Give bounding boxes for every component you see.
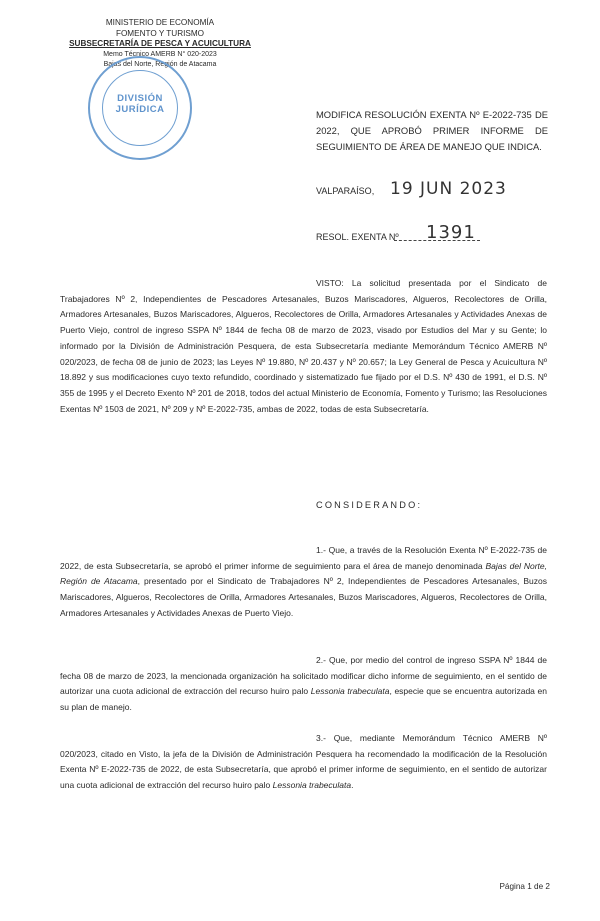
area-reference: Bajas del Norte, Región de Atacama (103, 61, 217, 68)
c2-species-name: Lessonia trabeculata (310, 686, 390, 697)
considerando-3 (60, 731, 547, 794)
memo-reference: Memo Técnico AMERB N° 020-2023 (103, 50, 217, 58)
division-juridica-stamp (88, 56, 192, 160)
resolution-label: RESOL. EXENTA Nº (316, 232, 399, 242)
stamp-line-2: JURÍDICA (115, 104, 165, 115)
c1-text-a: 1.- Que, a través de la Resolución Exenta Nº E-2022-735 de 2022, de esta Subsecretaría, se aprobó el primer informe de seguimiento para el área de manejo denominada (60, 545, 547, 571)
place-label: VALPARAÍSO, (316, 186, 375, 196)
visto-paragraph: VISTO: La solicitud presentada por el Sindicato de Trabajadores Nº 2, Independientes de Pescadores Artesanales, Buzos Mariscadores, Algueros, Recolectores de Orilla, Armadores Artesanales, Buzos Mariscadores, Algueros, Recolectores de Orilla, Armadores Artesanales y Actividades Anexas de Puerto Viejo, control de ingreso SSPA Nº 1844 de fecha 08 de marzo de 2023, visado por Estudios del Mar y su Gente; lo informado por la División de Administración Pesquera, de esta Subsecretaría mediante Memorándum Técnico AMERB Nº 020/2023, de fecha 08 de junio de 2023; las Leyes Nº 19.880, Nº 20.437 y Nº 20.657; la Ley General de Pesca y Acuicultura Nº 18.892 y sus modificaciones cuyo texto refundido, coordinado y sistematizado fue fijado por el D.S. Nº 430 de 1991, el D.S. Nº 355 de 1995 y el Decreto Exento Nº 201 de 2018, todos del actual Ministerio de Economía, Fomento y Turismo; las Resoluciones Exentas Nº 1503 de 2021, Nº 209 y Nº E-2022-735, ambas de 2022, todas de esta Subsecretaría. (60, 278, 547, 414)
c3-text-a: 3.- Que, mediante Memorándum Técnico AMERB Nº 020/2023, citado en Visto, la jefa de la División de Administración Pesquera ha recomendado la modificación de la Resolución Exenta Nº E-2022-735 de 2022, de esta Subsecretaría, que aprobó el primer informe de seguimiento, en el sentido de autorizar una cuota adicional de extracción del recurso huiro palo (60, 733, 547, 791)
resolution-number: 1391 (426, 222, 476, 243)
c1-area-name: Bajas del Norte, Región de Atacama (60, 560, 547, 587)
ministry-name: MINISTERIO DE ECONOMÍA (105, 18, 215, 27)
ministry-name-2: FOMENTO Y TURISMO (115, 28, 205, 38)
c2-text-a: 2.- Que, por medio del control de ingreso SSPA Nº 1844 de fecha 08 de marzo de 2023, la mencionada organización ha solicitado modificar dicho informe de seguimiento, en el sentido de autorizar una cuota adicional de extracción del recurso huiro palo (60, 655, 547, 697)
date-stamp: 19 JUN 2023 (390, 179, 507, 199)
subsecretaria-name: SUBSECRETARÍA DE PESCA Y ACUICULTURA (69, 39, 251, 48)
c3-text-c: . (351, 780, 354, 791)
c2-text-c: , especie que se encuentra autorizada en su plan de manejo. (60, 686, 547, 713)
stamp-line-1: DIVISIÓN (117, 93, 163, 104)
page-number: Página 1 de 2 (499, 882, 550, 891)
considerando-1 (60, 543, 547, 622)
considerando-heading: CONSIDERANDO: (316, 500, 423, 510)
stamp-text (90, 93, 190, 115)
considerando-2 (60, 653, 547, 716)
c3-species-name: Lessonia trabeculata (272, 780, 352, 791)
c1-text-c: , presentado por el Sindicato de Trabajadores Nº 2, Independientes de Pescadores Artesanales, Buzos Mariscadores, Algueros, Recolectores de Orilla, Armadores Artesanales, Buzos Mariscadores, Algueros, Recolectores de Orilla, Armadores Artesanales y Actividades Anexas de Puerto Viejo. (60, 576, 547, 618)
document-subject: MODIFICA RESOLUCIÓN EXENTA Nº E-2022-735 DE 2022, QUE APROBÓ PRIMER INFORME DE SEGUIMIENTO DE ÁREA DE MANEJO QUE INDICA. (316, 109, 548, 152)
